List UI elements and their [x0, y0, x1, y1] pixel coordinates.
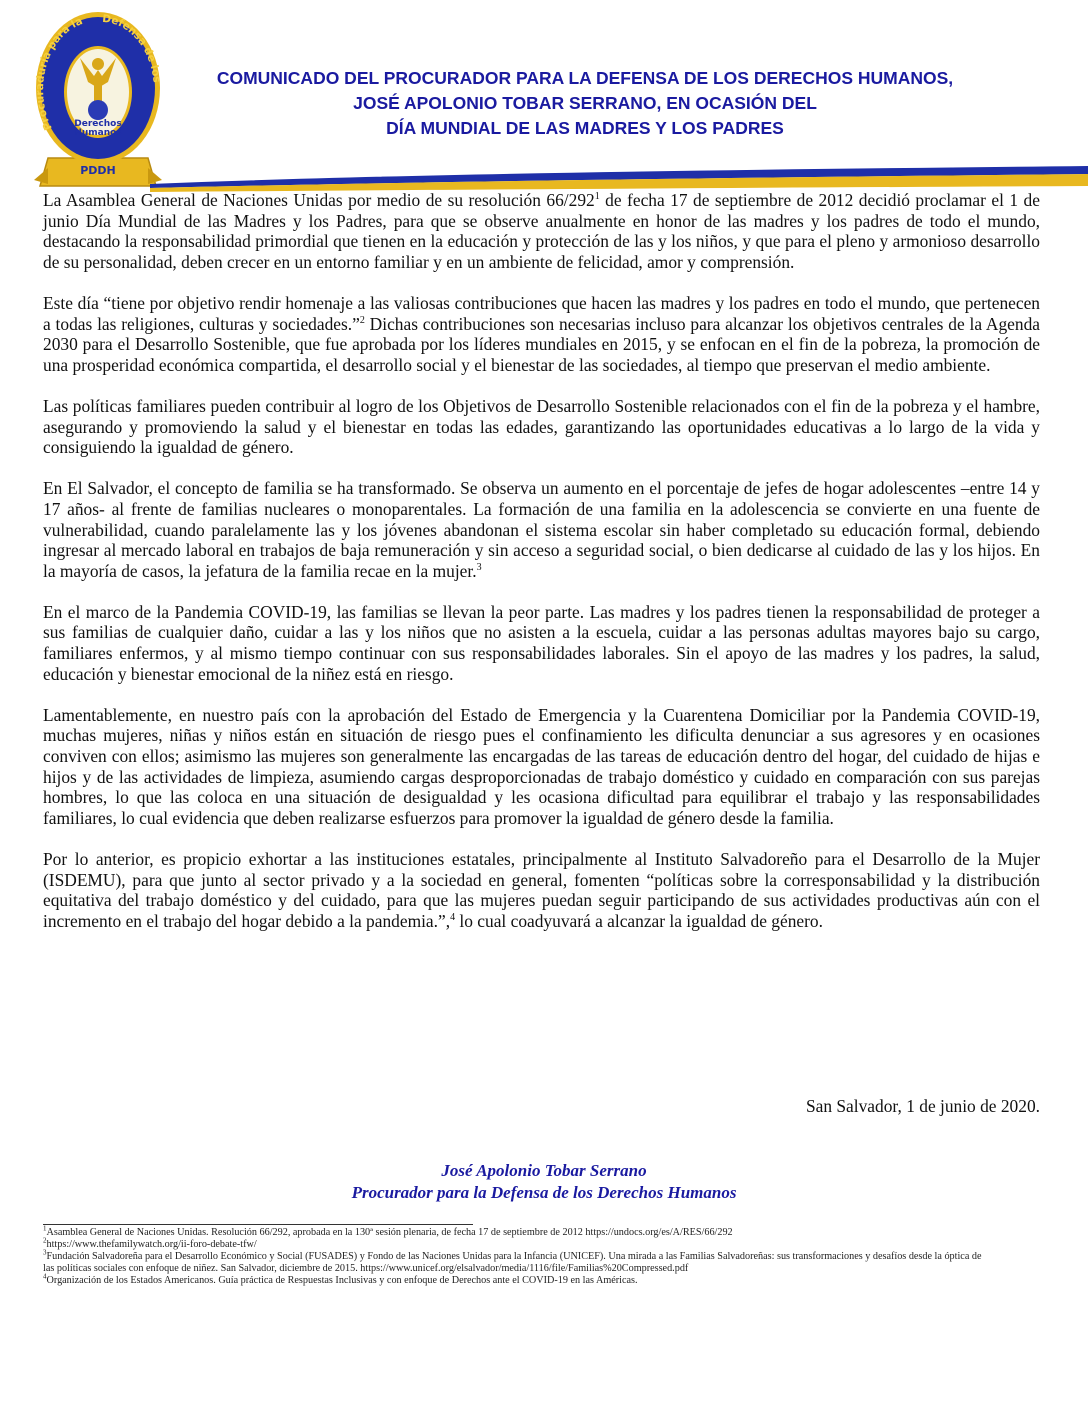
title-line: JOSÉ APOLONIO TOBAR SERRANO, EN OCASIÓN DEL — [353, 93, 817, 113]
paragraph-5: En el marco de la Pandemia COVID-19, las familias se llevan la peor parte. Las madres y los padres tienen la responsabilidad de proteger a sus familias de cualquier daño, cuidar a las y los niños que no asisten a la escuela, cuidar a las personas adultas mayores bajo su cargo, familiares enfermos, y al mismo tiempo continuar con sus responsabilidades laborales. Sin el apoyo de las madres y los padres, la salud, educación y bienestar emocional de la niñez está en riesgo. — [43, 601, 1040, 684]
svg-text:Defensa de los: Defensa de los — [101, 12, 163, 84]
footnote: $^4$Organización de los Estados Americanos. Guía práctica de Respuestas Inclusivas y con enfoque de Derechos ante el COVID-19 en las Américas. — [43, 1272, 638, 1286]
footnote-ref: 2 — [359, 314, 365, 326]
paragraph-7: Por lo anterior, es propicio exhortar a las instituciones estatales, principalmente al Instituto Salvadoreño para el Desarrollo de la Mujer (ISDEMU), para que junto al sector privado y a la sociedad en general, fomenten “políticas sobre la corresponsabilidad y la distribución equitativa del trabajo doméstico y del cuidado, para que las mujeres puedan seguir participando de sus actividades productivas aún con el incremento en el trabajo del hogar debido a la pandemia.”,$^4$ lo cual coadyuvará a alcanzar la igualdad de género. — [43, 849, 1040, 931]
footnote-ref: 3 — [476, 561, 482, 573]
title-line: DÍA MUNDIAL DE LAS MADRES Y LOS PADRES — [386, 118, 784, 138]
svg-text:Humanos: Humanos — [74, 128, 122, 138]
communique-title — [180, 66, 990, 141]
paragraph-6: Lamentablemente, en nuestro país con la aprobación del Estado de Emergencia y la Cuarentena Domiciliar por la Pandemia COVID-19, muchas mujeres, niñas y niños están en situación de riesgo pues el confinamiento les dificulta denunciar a sus agresores y en ocasiones conviven con ellos; asimismo las mujeres son generalmente las encargadas de las tareas de educación dentro del hogar, del cuidado de hijas e hijos y de las actividades de limpieza, asumiendo cargas desproporcionadas de trabajo doméstico y cuidado en comparación con sus parejas hombres, lo que las coloca en una situación de desigualdad y les ocasiona dificultad para equilibrar el trabajo y las responsabilidades familiares, lo cual evidencia que deben realizarse esfuerzos para promover la igualdad de género desde la familia. — [43, 704, 1040, 828]
footnotes — [43, 1224, 1043, 1287]
svg-text:Procuraduría para la: Procuraduría para la — [34, 15, 85, 132]
svg-text:Derechos: Derechos — [74, 119, 122, 129]
communique-body — [43, 190, 1040, 952]
paragraph-3: Las políticas familiares pueden contribuir al logro de los Objetivos de Desarrollo Sostenible relacionados con el fin de la pobreza y el hambre, asegurando y promoviendo la salud y el bienestar en todas las edades, garantizando las oportunidades educativas a lo largo de la vida y consiguiendo la igualdad de género. — [43, 395, 1040, 458]
paragraph-2: Este día “tiene por objetivo rendir homenaje a las valiosas contribuciones que hacen las madres y los padres en todo el mundo, que pertenecen a todas las religiones, culturas y sociedades.”$^2$ Dichas contribuciones son necesarias incluso para alcanzar los objetivos centrales de la Agenda 2030 para el Desarrollo Sostenible, que fue aprobada por los líderes mundiales en 2015, y se enfocan en el fin de la pobreza, la promoción de una prosperidad económica compartida, el desarrollo social y el bienestar de las sociedades, al tiempo que preservan el medio ambiente. — [43, 292, 1041, 375]
logo-abbr-text: PDDH — [80, 164, 116, 177]
date-line: San Salvador, 1 de junio de 2020. — [805, 1096, 1040, 1116]
footnote-ref: 4 — [450, 911, 456, 923]
paragraph-1: La Asamblea General de Naciones Unidas por medio de su resolución $66/292^1$ de fecha 17 de septiembre de 2012 decidió proclamar el 1 de junio Día Mundial de las Madres y los Padres, para que se observe anualmente en honor de las madres y los padres de todo el mundo, destacando la responsabilidad primordial que tienen en la educación y protección de las y los niños, y que para el pleno y armonioso desarrollo de su personalidad, deben crecer en un entorno familiar y en un ambiente de felicidad, amor y comprensión. — [43, 190, 1040, 272]
signatory-name: José Apolonio Tobar Serrano — [441, 1161, 647, 1180]
footnote-continuation: las políticas sociales con enfoque de niñez. San Salvador, diciembre de 2015. https://www.unicef.org/elsalvador/media/1116/file/Familias%20Compressed.pdf — [43, 1263, 689, 1274]
footnote-ref: 1 — [594, 191, 600, 203]
footnote: $^2$https://www.thefamilywatch.org/ii-foro-debate-tfw/ — [43, 1236, 257, 1250]
paragraph-4: En El Salvador, el concepto de familia se ha transformado. Se observa un aumento en el porcentaje de jefes de hogar adolescentes –entre 14 y 17 años- al frente de familias nucleares o monoparentales. La formación de una familia en la adolescencia se convierte en una fuente de vulnerabilidad, cuando paralelamente las y los jóvenes abandonan el sistema escolar sin haber completado su educación formal, debiendo ingresar al mercado laboral en trabajos de baja remuneración y sin acceso a seguridad social, o bien dedicarse al cuidado de las y los hijos. En la mayoría de casos, la jefatura de la familia recae en la mujer.$^3$ — [43, 478, 1040, 581]
title-line: COMUNICADO DEL PROCURADOR PARA LA DEFENSA DE LOS DERECHOS HUMANOS, — [216, 68, 954, 88]
footnote: $^1$Asamblea General de Naciones Unidas. Resolución 66/292, aprobada en la 130ª sesión plenaria, de fecha 17 de septiembre de 2012 https://undocs.org/es/A/RES/66/292 — [43, 1224, 733, 1238]
signatory-role: Procurador para la Defensa de los Derechos Humanos — [351, 1183, 737, 1202]
footnote-divider — [43, 1224, 473, 1225]
footnote: $^3$Fundación Salvadoreña para el Desarrollo Económico y Social (FUSADES) y Fondo de las Naciones Unidas para la Infancia (UNICEF). Una mirada a las Familias Salvadoreñas: sus transformaciones y desafíos desde la óptica de — [43, 1248, 982, 1262]
